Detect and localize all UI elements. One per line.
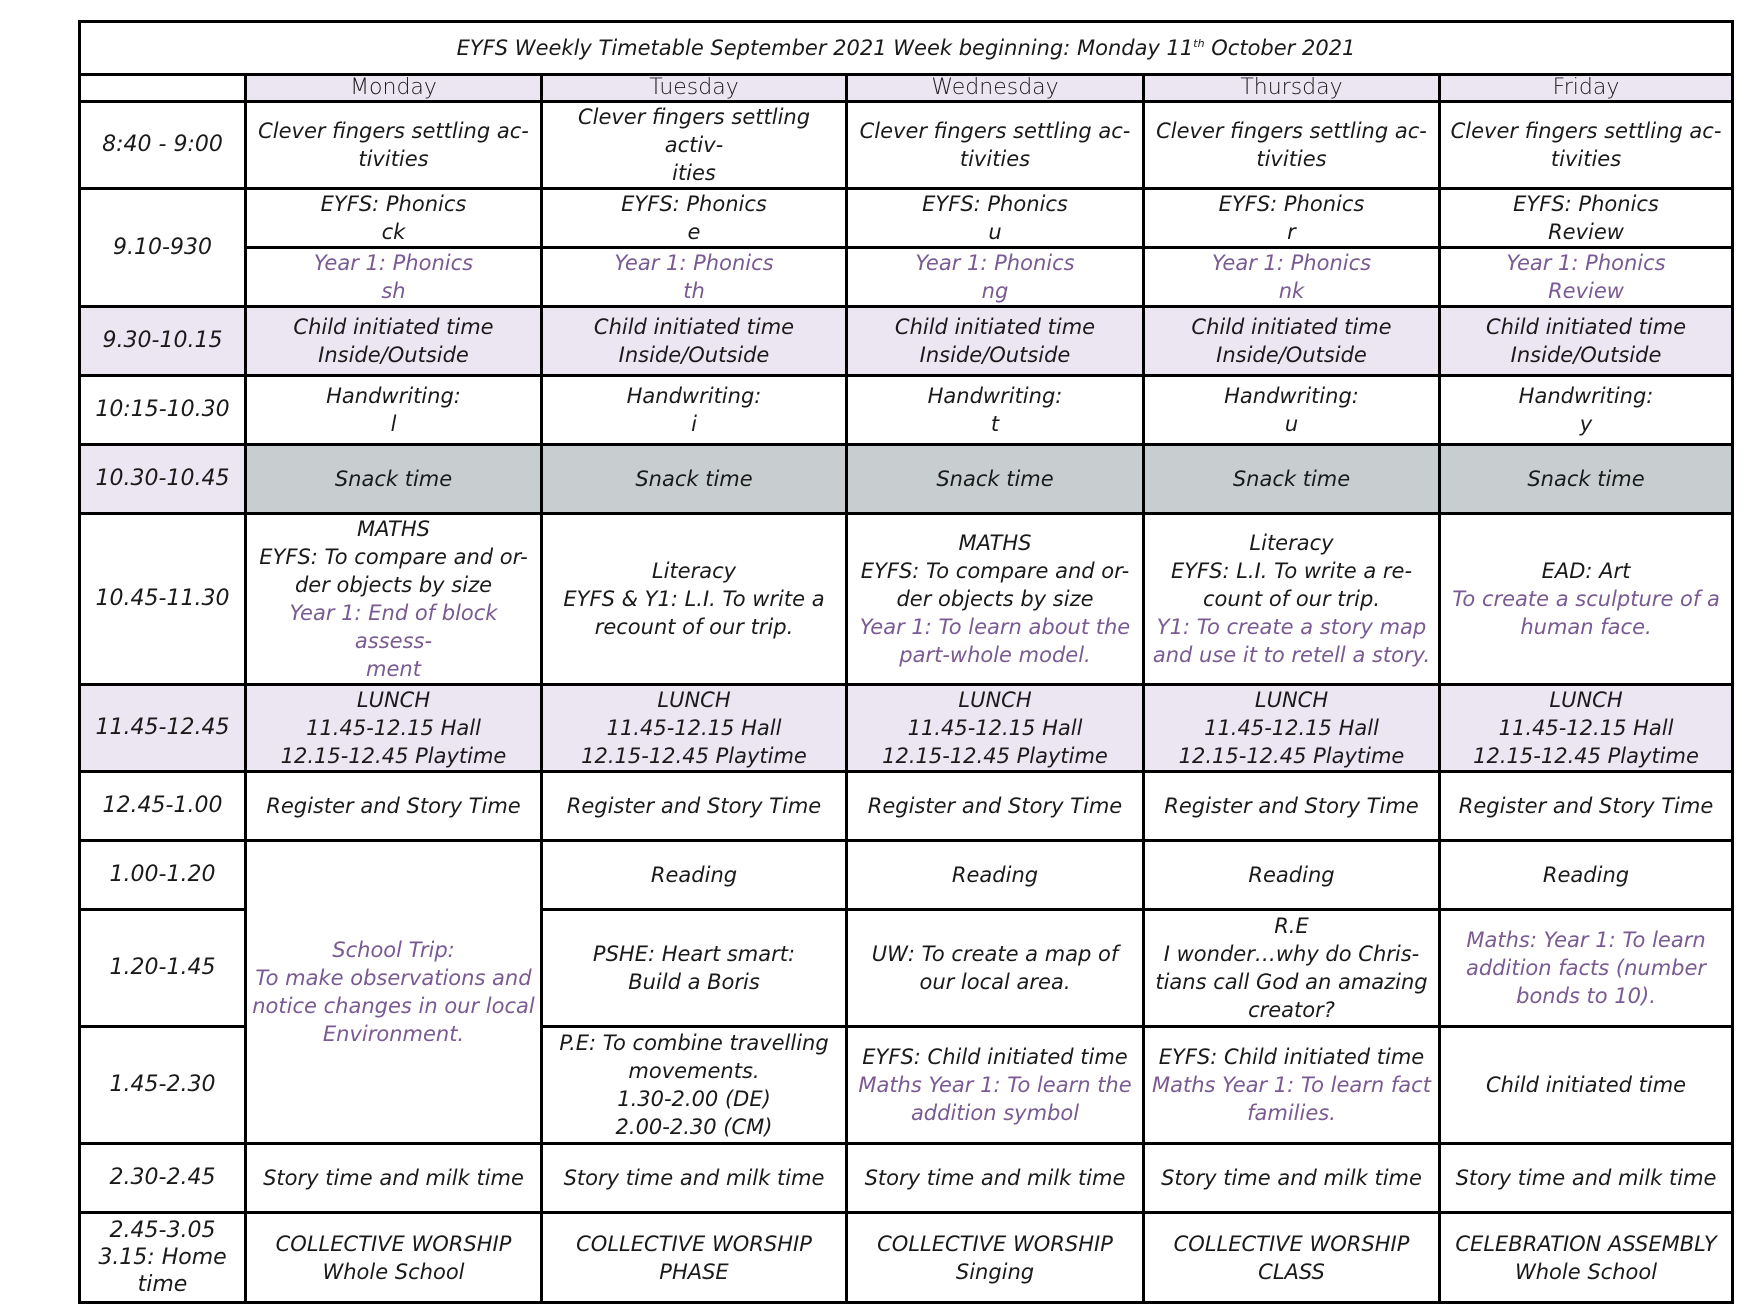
lunch-cell-friday: LUNCH 11.45-12.15 Hall 12.15-12.45 Playtime bbox=[1440, 685, 1733, 772]
afternoon2-cell-friday: Child initiated time bbox=[1440, 1027, 1733, 1144]
story-milk-cell-thursday: Story time and milk time bbox=[1144, 1144, 1440, 1213]
afternoon2-cell-thursday: EYFS: Child initiated time Maths Year 1: To learn fact families. bbox=[1144, 1027, 1440, 1144]
time-cell: 1.00-1.20 bbox=[80, 841, 246, 910]
story-milk-cell-wednesday: Story time and milk time bbox=[847, 1144, 1144, 1213]
worship-cell-thursday: COLLECTIVE WORSHIP CLASS bbox=[1144, 1213, 1440, 1303]
time-cell: 10.30-10.45 bbox=[80, 445, 246, 514]
y1-phonics-cell-monday: Year 1: Phonics sh bbox=[246, 248, 542, 307]
lunch-cell-tuesday: LUNCH 11.45-12.15 Hall 12.15-12.45 Playtime bbox=[542, 685, 847, 772]
time-cell: 12.45-1.00 bbox=[80, 772, 246, 841]
row-snack bbox=[80, 445, 1733, 514]
row-handwriting bbox=[80, 376, 1733, 445]
lesson-cell-friday: EAD: Art To create a sculpture of a human face. bbox=[1440, 514, 1733, 685]
time-cell: 9.10-930 bbox=[80, 189, 246, 307]
time-cell: 2.30-2.45 bbox=[80, 1144, 246, 1213]
lesson-cell-monday: MATHS EYFS: To compare and or- der objects by size Year 1: End of block assess- ment bbox=[246, 514, 542, 685]
afternoon1-cell-friday: Maths: Year 1: To learn addition facts (number bonds to 10). bbox=[1440, 910, 1733, 1027]
handwriting-cell-friday: Handwriting: y bbox=[1440, 376, 1733, 445]
register-cell-tuesday: Register and Story Time bbox=[542, 772, 847, 841]
day-header-row bbox=[80, 75, 1733, 102]
afternoon1-cell-thursday: R.E I wonder…why do Chris- tians call God an amazing creator? bbox=[1144, 910, 1440, 1027]
story-milk-cell-tuesday: Story time and milk time bbox=[542, 1144, 847, 1213]
row-worship bbox=[80, 1213, 1733, 1303]
settling-cell-monday: Clever fingers settling ac- tivities bbox=[246, 102, 542, 189]
reading-cell-wednesday: Reading bbox=[847, 841, 1144, 910]
story-milk-cell-monday: Story time and milk time bbox=[246, 1144, 542, 1213]
row-morning-lessons bbox=[80, 514, 1733, 685]
time-cell: 2.45-3.05 3.15: Home time bbox=[80, 1213, 246, 1303]
time-cell: 1.45-2.30 bbox=[80, 1027, 246, 1144]
row-eyfs-phonics bbox=[80, 189, 1733, 248]
lesson-cell-wednesday: MATHS EYFS: To compare and or- der objects by size Year 1: To learn about the part-whole model. bbox=[847, 514, 1144, 685]
lesson-cell-thursday: Literacy EYFS: L.I. To write a re- count of our trip. Y1: To create a story map and use it to retell a story. bbox=[1144, 514, 1440, 685]
worship-cell-tuesday: COLLECTIVE WORSHIP PHASE bbox=[542, 1213, 847, 1303]
reading-cell-thursday: Reading bbox=[1144, 841, 1440, 910]
settling-cell-wednesday: Clever fingers settling ac- tivities bbox=[847, 102, 1144, 189]
snack-cell-tuesday: Snack time bbox=[542, 445, 847, 514]
worship-cell-monday: COLLECTIVE WORSHIP Whole School bbox=[246, 1213, 542, 1303]
y1-phonics-cell-thursday: Year 1: Phonics nk bbox=[1144, 248, 1440, 307]
handwriting-cell-tuesday: Handwriting: i bbox=[542, 376, 847, 445]
y1-phonics-cell-wednesday: Year 1: Phonics ng bbox=[847, 248, 1144, 307]
child-initiated-cell-monday: Child initiated time Inside/Outside bbox=[246, 307, 542, 376]
register-cell-thursday: Register and Story Time bbox=[1144, 772, 1440, 841]
child-initiated-cell-friday: Child initiated time Inside/Outside bbox=[1440, 307, 1733, 376]
school-trip-cell: School Trip: To make observations and notice changes in our local Environment. bbox=[246, 841, 542, 1144]
weekly-timetable bbox=[78, 20, 1734, 1304]
phonics-cell-tuesday: EYFS: Phonics e bbox=[542, 189, 847, 248]
reading-cell-friday: Reading bbox=[1440, 841, 1733, 910]
row-story-milk bbox=[80, 1144, 1733, 1213]
row-child-initiated bbox=[80, 307, 1733, 376]
row-settling bbox=[80, 102, 1733, 189]
phonics-cell-monday: EYFS: Phonics ck bbox=[246, 189, 542, 248]
settling-cell-friday: Clever fingers settling ac- tivities bbox=[1440, 102, 1733, 189]
handwriting-cell-wednesday: Handwriting: t bbox=[847, 376, 1144, 445]
lunch-cell-wednesday: LUNCH 11.45-12.15 Hall 12.15-12.45 Playtime bbox=[847, 685, 1144, 772]
settling-cell-thursday: Clever fingers settling ac- tivities bbox=[1144, 102, 1440, 189]
y1-phonics-cell-friday: Year 1: Phonics Review bbox=[1440, 248, 1733, 307]
corner-cell bbox=[80, 75, 246, 102]
register-cell-monday: Register and Story Time bbox=[246, 772, 542, 841]
time-cell: 10:15-10.30 bbox=[80, 376, 246, 445]
lesson-cell-tuesday: Literacy EYFS & Y1: L.I. To write a recount of our trip. bbox=[542, 514, 847, 685]
time-cell: 10.45-11.30 bbox=[80, 514, 246, 685]
phonics-cell-wednesday: EYFS: Phonics u bbox=[847, 189, 1144, 248]
time-cell: 11.45-12.45 bbox=[80, 685, 246, 772]
story-milk-cell-friday: Story time and milk time bbox=[1440, 1144, 1733, 1213]
day-header-friday: Friday bbox=[1440, 75, 1733, 102]
afternoon1-cell-tuesday: PSHE: Heart smart: Build a Boris bbox=[542, 910, 847, 1027]
lunch-cell-monday: LUNCH 11.45-12.15 Hall 12.15-12.45 Playtime bbox=[246, 685, 542, 772]
child-initiated-cell-wednesday: Child initiated time Inside/Outside bbox=[847, 307, 1144, 376]
handwriting-cell-thursday: Handwriting: u bbox=[1144, 376, 1440, 445]
row-y1-phonics bbox=[80, 248, 1733, 307]
y1-phonics-cell-tuesday: Year 1: Phonics th bbox=[542, 248, 847, 307]
row-register bbox=[80, 772, 1733, 841]
phonics-cell-thursday: EYFS: Phonics r bbox=[1144, 189, 1440, 248]
register-cell-friday: Register and Story Time bbox=[1440, 772, 1733, 841]
phonics-cell-friday: EYFS: Phonics Review bbox=[1440, 189, 1733, 248]
settling-cell-tuesday: Clever fingers settling activ- ities bbox=[542, 102, 847, 189]
afternoon2-cell-tuesday: P.E: To combine travelling movements. 1.30-2.00 (DE) 2.00-2.30 (CM) bbox=[542, 1027, 847, 1144]
day-header-wednesday: Wednesday bbox=[847, 75, 1144, 102]
day-header-tuesday: Tuesday bbox=[542, 75, 847, 102]
row-lunch bbox=[80, 685, 1733, 772]
day-header-monday: Monday bbox=[246, 75, 542, 102]
reading-cell-tuesday: Reading bbox=[542, 841, 847, 910]
child-initiated-cell-thursday: Child initiated time Inside/Outside bbox=[1144, 307, 1440, 376]
snack-cell-thursday: Snack time bbox=[1144, 445, 1440, 514]
timetable-title: EYFS Weekly Timetable September 2021 Week beginning: Monday 11th October 2021 bbox=[80, 22, 1733, 75]
snack-cell-monday: Snack time bbox=[246, 445, 542, 514]
afternoon2-cell-wednesday: EYFS: Child initiated time Maths Year 1: To learn the addition symbol bbox=[847, 1027, 1144, 1144]
row-reading bbox=[80, 841, 1733, 910]
child-initiated-cell-tuesday: Child initiated time Inside/Outside bbox=[542, 307, 847, 376]
snack-cell-friday: Snack time bbox=[1440, 445, 1733, 514]
register-cell-wednesday: Register and Story Time bbox=[847, 772, 1144, 841]
snack-cell-wednesday: Snack time bbox=[847, 445, 1144, 514]
day-header-thursday: Thursday bbox=[1144, 75, 1440, 102]
time-cell: 8:40 - 9:00 bbox=[80, 102, 246, 189]
title-row bbox=[80, 22, 1733, 75]
afternoon1-cell-wednesday: UW: To create a map of our local area. bbox=[847, 910, 1144, 1027]
worship-cell-friday: CELEBRATION ASSEMBLY Whole School bbox=[1440, 1213, 1733, 1303]
worship-cell-wednesday: COLLECTIVE WORSHIP Singing bbox=[847, 1213, 1144, 1303]
handwriting-cell-monday: Handwriting: l bbox=[246, 376, 542, 445]
time-cell: 9.30-10.15 bbox=[80, 307, 246, 376]
time-cell: 1.20-1.45 bbox=[80, 910, 246, 1027]
lunch-cell-thursday: LUNCH 11.45-12.15 Hall 12.15-12.45 Playtime bbox=[1144, 685, 1440, 772]
